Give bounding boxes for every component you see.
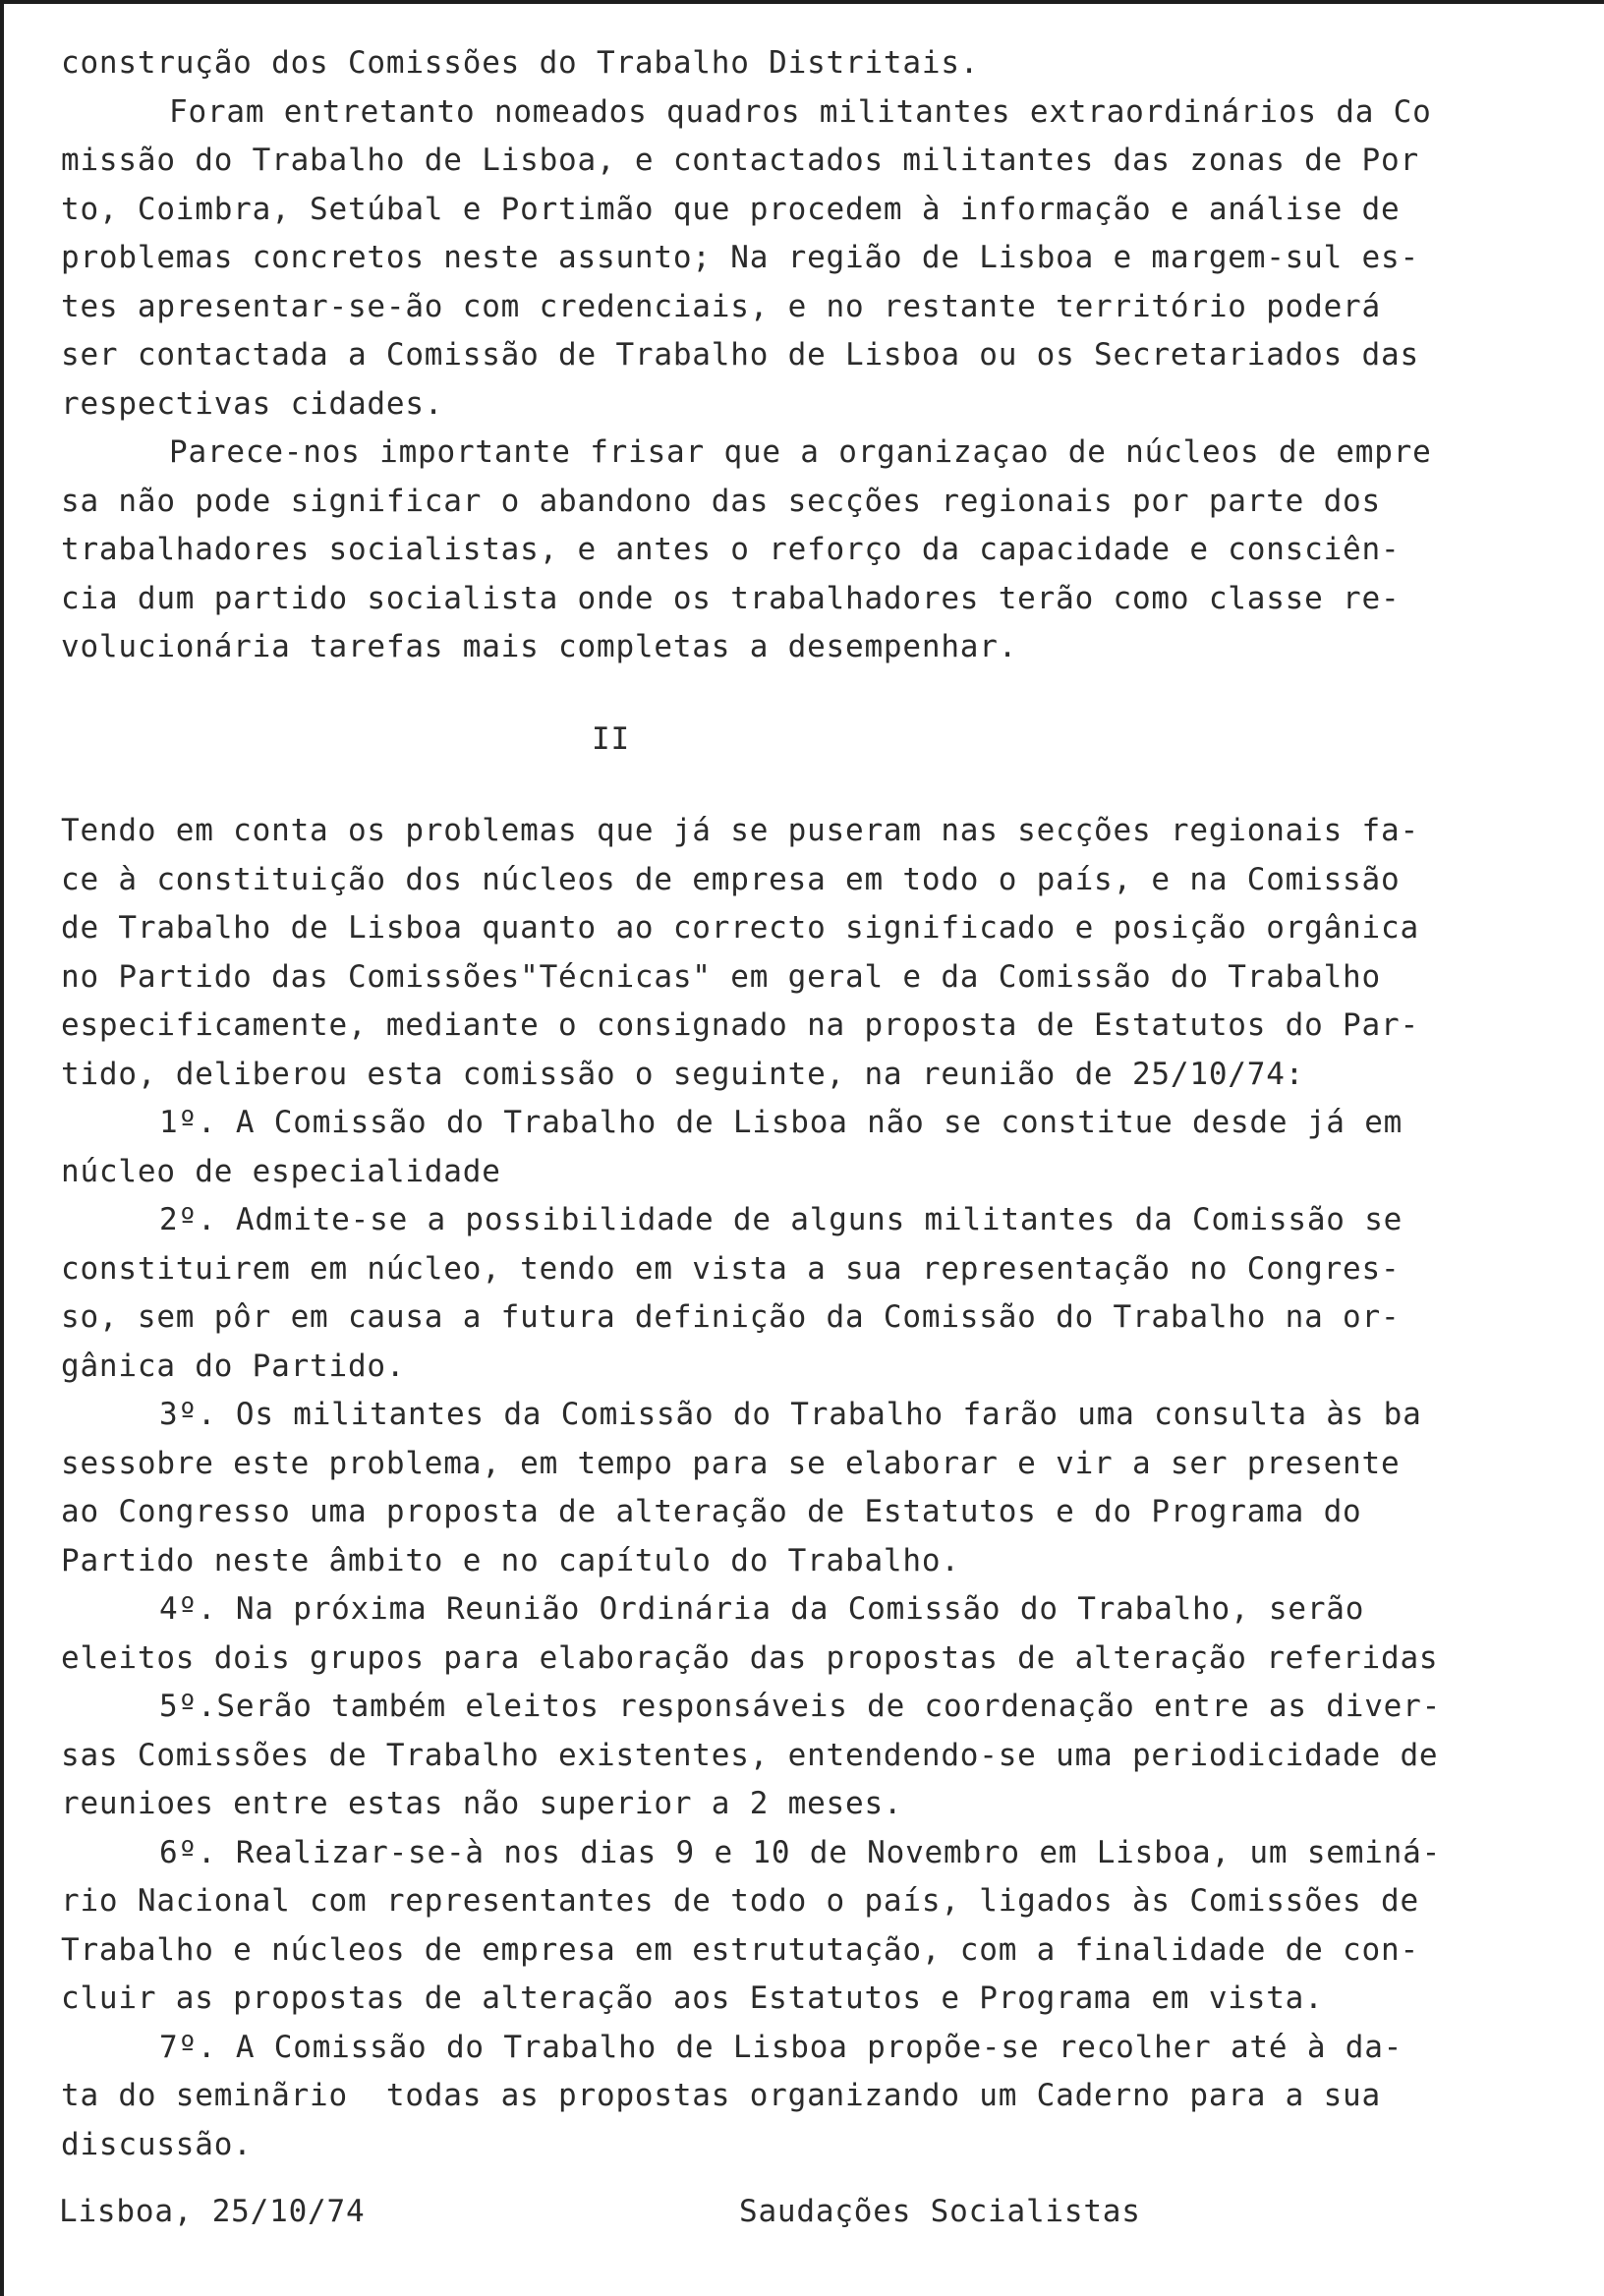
text-line: constituirem em núcleo, tendo em vista a sua representação no Congres- bbox=[61, 1250, 1401, 1287]
text-line: sas Comissões de Trabalho existentes, entendendo-se uma periodicidade de bbox=[61, 1737, 1439, 1773]
text-line: reunioes entre estas não superior a 2 meses. bbox=[61, 1786, 903, 1821]
salutation: Saudações Socialistas bbox=[739, 2194, 1141, 2229]
text-line: ce à constituição dos núcleos de empresa em todo o país, e na Comissão bbox=[61, 861, 1401, 897]
numbered-item-line: 5º.Serão também eleitos responsáveis de coordenação entre as diver- bbox=[159, 1689, 1442, 1724]
text-line: problemas concretos neste assunto; Na região de Lisboa e margem-sul es- bbox=[61, 240, 1419, 275]
text-line: Tendo em conta os problemas que já se puseram nas secções regionais fa- bbox=[61, 813, 1419, 848]
text-line: respectivas cidades. bbox=[61, 385, 444, 422]
numbered-item-line: 4º. Na próxima Reunião Ordinária da Comissão do Trabalho, serão bbox=[159, 1591, 1365, 1627]
numbered-item-line: 7º. A Comissão do Trabalho de Lisboa propõe-se recolher até à da- bbox=[159, 2029, 1404, 2065]
text-line: construção dos Comissões do Trabalho Distritais. bbox=[61, 45, 980, 81]
text-line: sessobre este problema, em tempo para se elaborar e vir a ser presente bbox=[61, 1445, 1401, 1481]
place-and-date: Lisboa, 25/10/74 bbox=[59, 2194, 366, 2229]
numbered-item-line: 3º. Os militantes da Comissão do Trabalho farão uma consulta às ba bbox=[159, 1397, 1422, 1432]
text-line: no Partido das Comissões"Técnicas" em geral e da Comissão do Trabalho bbox=[61, 958, 1381, 995]
text-line: ta do seminãrio todas as propostas organizando um Caderno para a sua bbox=[61, 2078, 1381, 2113]
text-line: Parece-nos importante frisar que a organizaçao de núcleos de empre bbox=[169, 434, 1432, 470]
text-line: volucionária tarefas mais completas a desempenhar. bbox=[61, 629, 1018, 664]
document-body bbox=[61, 39, 1516, 2169]
text-line: gânica do Partido. bbox=[61, 1348, 406, 1384]
text-line: tido, deliberou esta comissão o seguinte, na reunião de 25/10/74: bbox=[61, 1056, 1305, 1092]
text-line: cia dum partido socialista onde os trabalhadores terão como classe re- bbox=[61, 580, 1401, 616]
text-line: sa não pode significar o abandono das secções regionais por parte dos bbox=[61, 483, 1381, 519]
text-line: Trabalho e núcleos de empresa em estrututação, com a finalidade de con- bbox=[61, 1931, 1419, 1968]
section-heading: II bbox=[592, 720, 630, 757]
text-line: rio Nacional com representantes de todo o país, ligados às Comissões de bbox=[61, 1883, 1419, 1919]
text-line: ao Congresso uma proposta de alteração de Estatutos e do Programa do bbox=[61, 1494, 1362, 1529]
text-line: Foram entretanto nomeados quadros militantes extraordinários da Co bbox=[169, 93, 1432, 130]
text-line: especificamente, mediante o consignado na proposta de Estatutos do Par- bbox=[61, 1007, 1419, 1043]
text-line: núcleo de especialidade bbox=[61, 1153, 501, 1189]
text-line: ser contactada a Comissão de Trabalho de Lisboa ou os Secretariados das bbox=[61, 337, 1419, 373]
numbered-item-line: 6º. Realizar-se-à nos dias 9 e 10 de Novembro em Lisboa, um seminá- bbox=[159, 1834, 1442, 1870]
text-line: cluir as propostas de alteração aos Estatutos e Programa em vista. bbox=[61, 1980, 1324, 2016]
text-line: so, sem pôr em causa a futura definição da Comissão do Trabalho na or- bbox=[61, 1299, 1401, 1335]
text-line: discussão. bbox=[61, 2126, 253, 2162]
text-line: tes apresentar-se-ão com credenciais, e no restante território poderá bbox=[61, 288, 1381, 324]
text-line: missão do Trabalho de Lisboa, e contactados militantes das zonas de Por bbox=[61, 143, 1419, 178]
text-line: Partido neste âmbito e no capítulo do Trabalho. bbox=[61, 1542, 960, 1578]
text-line: trabalhadores socialistas, e antes o reforço da capacidade e consciên- bbox=[61, 532, 1401, 567]
numbered-item-line: 2º. Admite-se a possibilidade de alguns militantes da Comissão se bbox=[159, 1202, 1404, 1237]
text-line: de Trabalho de Lisboa quanto ao correcto significado e posição orgânica bbox=[61, 910, 1419, 946]
numbered-item-line: 1º. A Comissão do Trabalho de Lisboa não se constitue desde já em bbox=[159, 1105, 1404, 1140]
text-line: to, Coimbra, Setúbal e Portimão que procedem à informação e análise de bbox=[61, 191, 1401, 227]
text-line: eleitos dois grupos para elaboração das propostas de alteração referidas bbox=[61, 1639, 1439, 1676]
